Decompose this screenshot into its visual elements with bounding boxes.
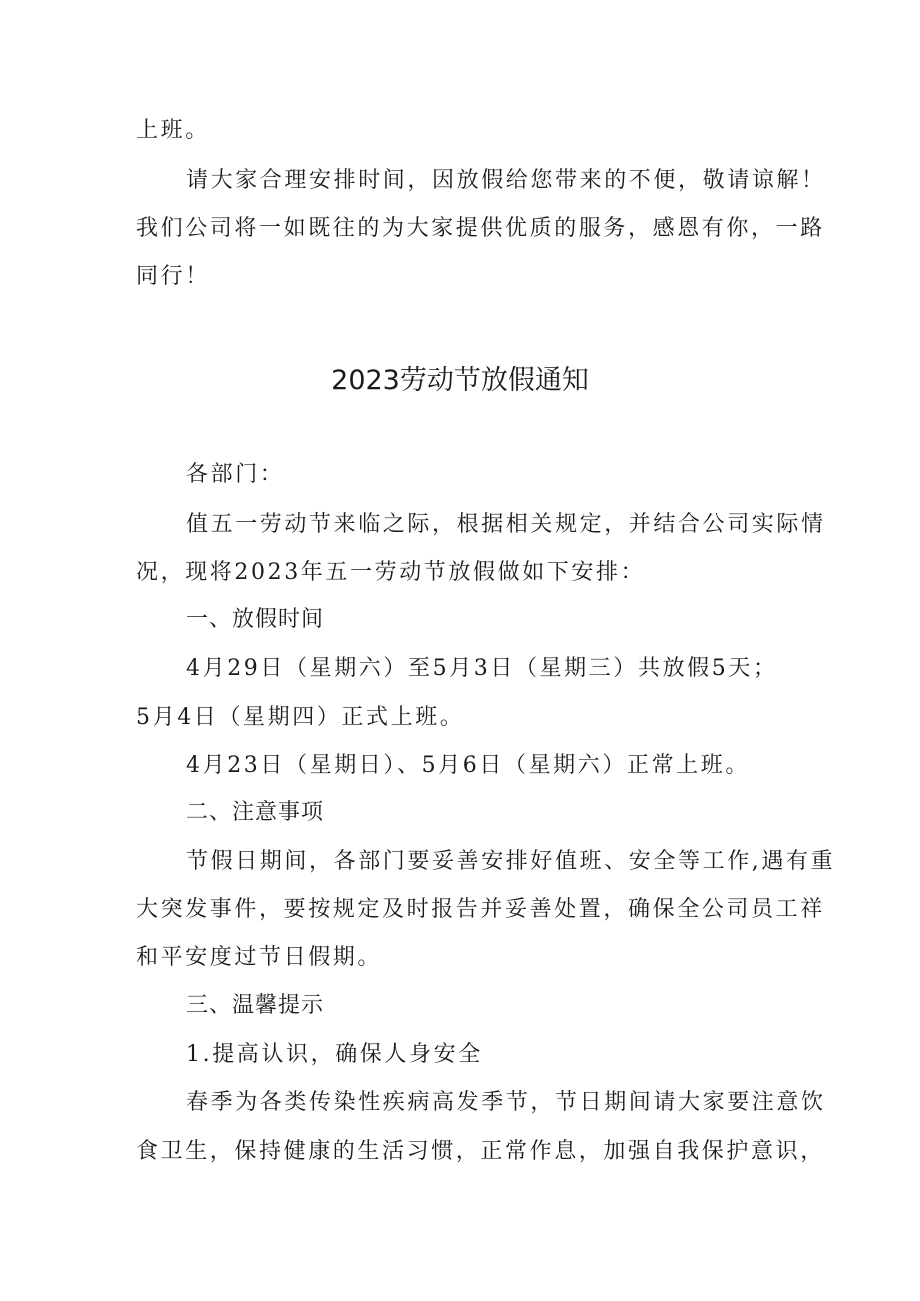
notice-title: 2023劳动节放假通知: [331, 365, 589, 396]
intro-paragraph-line: 况，现将2023年五一劳动节放假做如下安排：: [136, 560, 646, 585]
holiday-time-line: 5月4日（星期四）正式上班。: [136, 705, 465, 730]
salutation: 各部门：: [186, 462, 285, 487]
tips-line: 春季为各类传染性疾病高发季节，节日期间请大家要注意饮: [186, 1090, 826, 1115]
section-heading-precautions: 二、注意事项: [186, 800, 325, 825]
previous-notice-closing-line: 同行！: [136, 264, 210, 289]
previous-notice-tail: 上班。: [136, 118, 210, 143]
tips-line: 食卫生，保持健康的生活习惯，正常作息，加强自我保护意识，: [136, 1139, 825, 1164]
intro-paragraph-line: 值五一劳动节来临之际，根据相关规定，并结合公司实际情: [186, 512, 826, 537]
previous-notice-closing-line: 请大家合理安排时间，因放假给您带来的不便，敬请谅解！: [186, 168, 826, 193]
precautions-line: 节假日期间，各部门要妥善安排好值班、安全等工作,遇有重: [186, 849, 836, 874]
section-heading-tips: 三、温馨提示: [186, 993, 325, 1018]
precautions-line: 大突发事件，要按规定及时报告并妥善处置，确保全公司员工祥: [136, 897, 825, 922]
holiday-time-line: 4月23日（星期日）、5月6日（星期六）正常上班。: [186, 753, 750, 778]
tips-subheading: 1.提高认识，确保人身安全: [186, 1042, 483, 1067]
precautions-line: 和平安度过节日假期。: [136, 945, 383, 970]
previous-notice-closing-line: 我们公司将一如既往的为大家提供优质的服务，感恩有你，一路: [136, 216, 825, 241]
section-heading-holiday-time: 一、放假时间: [186, 607, 325, 632]
holiday-time-line: 4月29日（星期六）至5月3日（星期三）共放假5天；: [186, 656, 778, 681]
